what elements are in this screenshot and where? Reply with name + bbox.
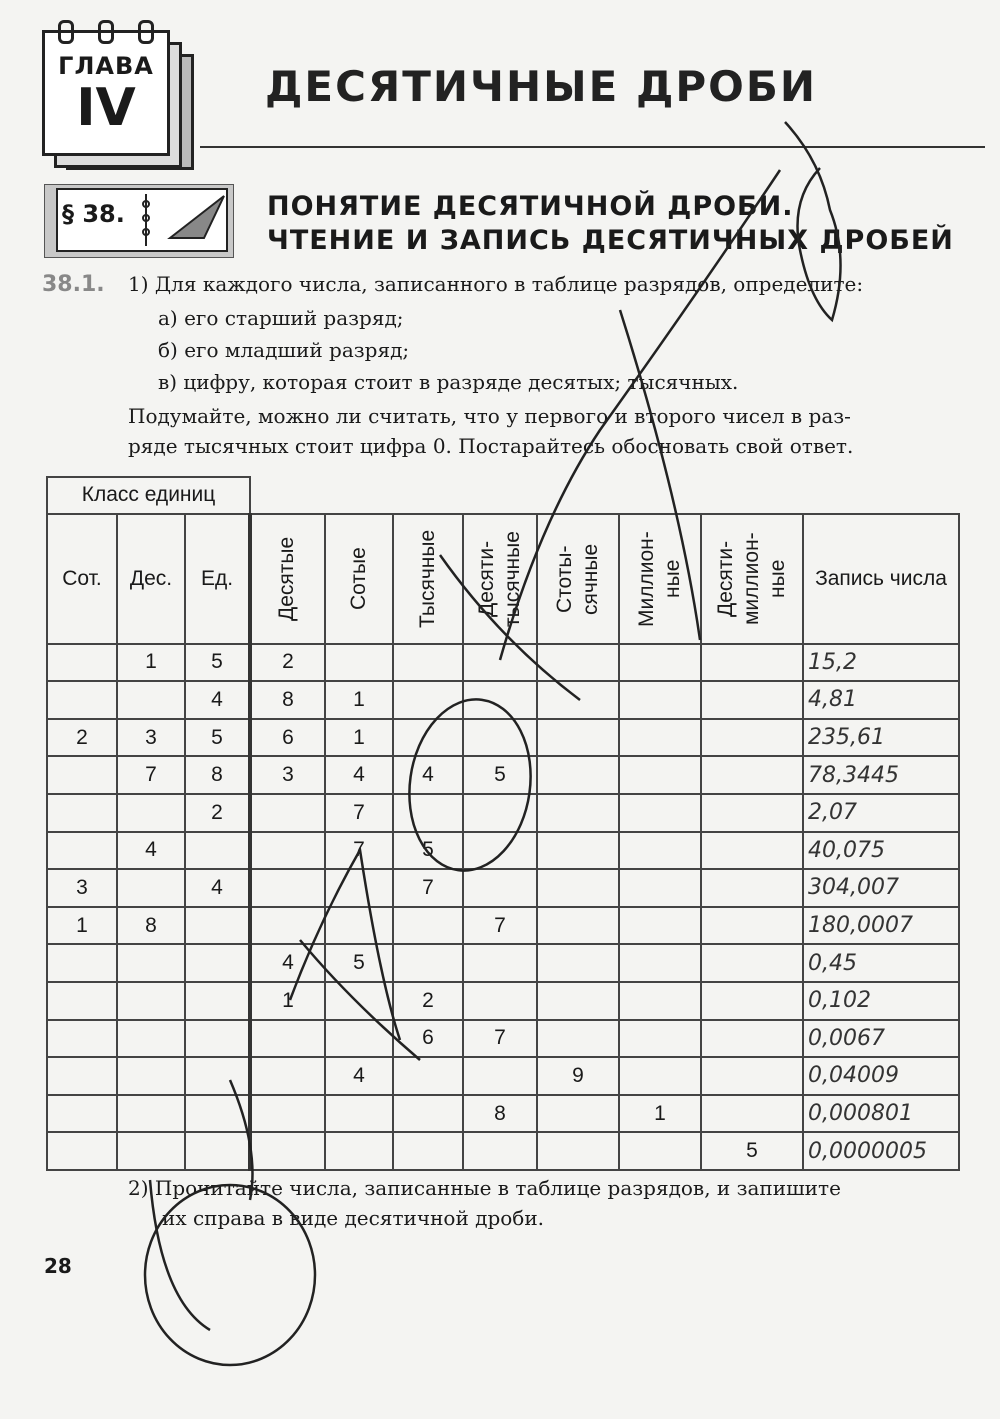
written-number-cell: 0,0000005 [803,1132,959,1170]
written-number-cell: 40,075 [803,832,959,870]
class-header: Класс единиц [47,477,250,514]
digit-cell: 8 [117,907,185,945]
digit-cell: 3 [117,719,185,757]
paragraph-title-line: ЧТЕНИЕ И ЗАПИСЬ ДЕСЯТИЧНЫХ ДРОБЕЙ [267,225,954,256]
digit-cell: 7 [117,756,185,794]
written-number-cell: 78,3445 [803,756,959,794]
digit-cell: 8 [250,681,325,719]
digit-cell: 1 [325,719,393,757]
written-number-cell: 0,04009 [803,1057,959,1095]
digit-cell: 8 [185,756,250,794]
written-number-cell: 4,81 [803,681,959,719]
column-header: Сотые [325,514,393,644]
digit-cell: 8 [463,1095,537,1133]
digit-cell: 2 [250,644,325,682]
digit-cell: 2 [47,719,117,757]
digit-cell: 4 [325,756,393,794]
digit-cell: 1 [325,681,393,719]
paragraph-title-line: ПОНЯТИЕ ДЕСЯТИЧНОЙ ДРОБИ. [267,191,794,222]
column-header: Тысячные [393,514,463,644]
task-item: в) цифру, которая стоит в разряде десятых; тысячных. [158,370,739,394]
task-item: а) его старший разряд; [158,306,404,330]
written-number-cell: 304,007 [803,869,959,907]
digit-cell: 4 [250,944,325,982]
digit-cell: 3 [47,869,117,907]
paragraph-label: § 38. [62,200,125,228]
chapter-label: ГЛАВА [58,52,154,80]
digit-cell: 4 [117,832,185,870]
digit-cell: 1 [47,907,117,945]
digit-cell: 5 [185,644,250,682]
column-header: Десятые [250,514,325,644]
digit-cell: 1 [117,644,185,682]
page-number: 28 [44,1254,72,1278]
digit-cell: 6 [393,1020,463,1058]
digit-cell: 4 [393,756,463,794]
digit-cell: 4 [185,869,250,907]
task-question: их справа в виде десятичной дроби. [162,1206,545,1230]
digit-cell: 5 [325,944,393,982]
column-header: Запись числа [803,514,959,644]
written-number-cell: 0,0067 [803,1020,959,1058]
digit-cell: 5 [463,756,537,794]
written-number-cell: 235,61 [803,719,959,757]
column-header: Стоты-сячные [537,514,619,644]
task-question: 2) Прочитайте числа, записанные в таблице разрядов, и запишите [128,1176,841,1200]
column-header: Дес. [117,514,185,644]
digit-cell: 9 [537,1057,619,1095]
digit-cell: 1 [619,1095,701,1133]
digit-cell: 3 [250,756,325,794]
written-number-cell: 15,2 [803,644,959,682]
digit-cell: 2 [185,794,250,832]
written-number-cell: 0,45 [803,944,959,982]
digit-cell: 6 [250,719,325,757]
task-text: Подумайте, можно ли считать, что у первого и второго чисел в раз- [128,404,851,428]
digit-cell: 1 [250,982,325,1020]
digit-cell: 7 [393,869,463,907]
written-number-cell: 0,000801 [803,1095,959,1133]
column-header: Десяти-миллион-ные [701,514,803,644]
digit-cell: 5 [701,1132,803,1170]
digit-cell: 7 [463,907,537,945]
digit-cell: 7 [325,832,393,870]
task-item: б) его младший разряд; [158,338,410,362]
chapter-title: ДЕСЯТИЧНЫЕ ДРОБИ [265,62,818,111]
column-header: Десяти-тысячные [463,514,537,644]
digit-cell: 2 [393,982,463,1020]
digit-cell: 5 [185,719,250,757]
task-question: 1) Для каждого числа, записанного в таблице разрядов, определите: [128,272,864,296]
column-header: Ед. [185,514,250,644]
digit-cell: 5 [393,832,463,870]
written-number-cell: 180,0007 [803,907,959,945]
digit-cell: 7 [463,1020,537,1058]
digit-cell: 4 [185,681,250,719]
written-number-cell: 2,07 [803,794,959,832]
chapter-number: IV [76,78,136,138]
column-header: Миллион-ные [619,514,701,644]
written-number-cell: 0,102 [803,982,959,1020]
column-header: Сот. [47,514,117,644]
task-number: 38.1. [42,272,105,297]
digit-cell: 7 [325,794,393,832]
task-text: ряде тысячных стоит цифра 0. Постарайтесь обосновать свой ответ. [128,434,854,458]
digit-cell: 4 [325,1057,393,1095]
